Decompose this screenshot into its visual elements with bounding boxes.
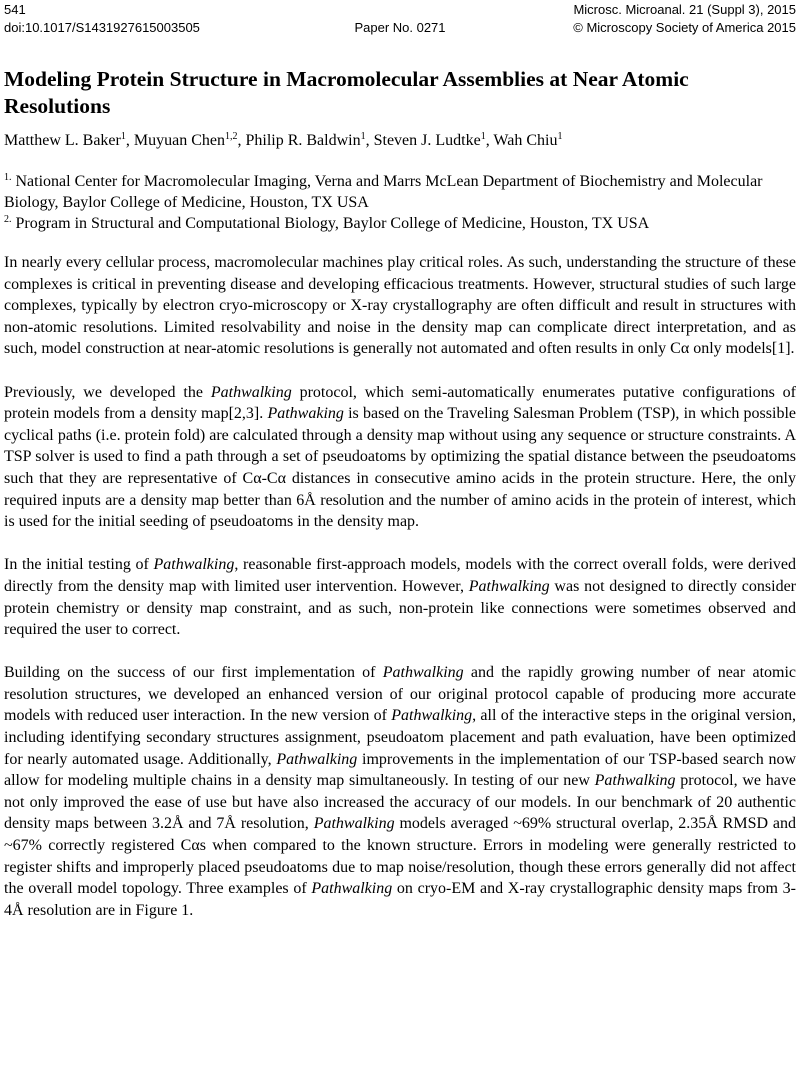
italic-term: Pathwalking	[210, 383, 292, 401]
author-name: Steven J. Ludtke	[373, 132, 481, 149]
affiliation-text: National Center for Macromolecular Imaging, Verna and Marrs McLean Department of Biochemistry and Molecular Biology, Baylor College of Medicine, Houston, TX USA	[4, 173, 763, 211]
italic-term: Pathwalking	[594, 772, 676, 790]
journal-citation: Microsc. Microanal. 21 (Suppl 3), 2015	[573, 2, 796, 17]
author-separator: ,	[365, 132, 374, 149]
affiliation	[4, 171, 796, 213]
author-separator: ,	[125, 132, 134, 149]
paper-number: Paper No. 0271	[354, 20, 446, 35]
paper-title: Modeling Protein Structure in Macromolecular Assemblies at Near Atomic Resolutions	[4, 67, 689, 118]
copyright-notice: © Microscopy Society of America 2015	[573, 20, 796, 35]
author-affiliation-mark: 1,2	[224, 131, 238, 142]
body-paragraph	[4, 252, 796, 360]
doi-link[interactable]: doi:10.1017/S1431927615003505	[4, 20, 200, 35]
affiliation-list	[4, 171, 796, 234]
italic-term: Pathwaking	[267, 405, 344, 423]
abstract-text	[4, 252, 796, 921]
text-run: protocol, which semi-automatically enumerates putative configurations of protein models from a density map[2,3].	[4, 383, 797, 423]
author-name: Philip R. Baldwin	[245, 132, 361, 149]
author-separator: ,	[237, 132, 246, 149]
text-run: , reasonable first-approach models, models with the correct overall folds, were derived directly from the density map with limited user intervention. However,	[4, 556, 796, 595]
author-affiliation-mark: 1	[120, 131, 126, 142]
text-run: improvements in the implementation of our TSP-based search now allow for modeling multiple chains in a density map simultaneously. In testing of our new	[4, 750, 796, 790]
author-affiliation-mark: 1	[480, 131, 486, 142]
text-run: is based on the Traveling Salesman Problem (TSP), in which possible cyclical paths (i.e. protein fold) are calculated through a density map without using any sequence or structure constraints. A TSP solver is used to find a path through a set of pseudoatoms by optimizing the spatial distance between the pseudoatoms such that they are representative of Cα-Cα distances in consecutive amino acids in the protein structure. Here, the only required inputs are a density map better than 6Å resolution and the number of amino acids in the protein of interest, which is used for the initial seeding of pseudoatoms in the density map.	[4, 405, 796, 531]
italic-term: Pathwalking	[276, 750, 358, 768]
page-number: 541	[4, 2, 26, 17]
text-run: In nearly every cellular process, macromolecular machines play critical roles. As such, understanding the structure of these complexes is critical in preventing disease and developing efficacious treatments. However, structural studies of such large complexes, typically by electron cryo-microscopy or X-ray crystallography are often difficult and result in structures with non-atomic resolutions. Limited resolvability and noise in the density map can complicate direct interpretation, and as such, model construction at near-atomic resolutions is generally not automated and often results in only Cα only models[1].	[4, 254, 796, 358]
article-body	[4, 66, 796, 921]
text-run: Previously, we developed the	[4, 383, 211, 401]
author-separator: ,	[485, 132, 494, 149]
affiliation	[4, 213, 796, 234]
text-run: In the initial testing of	[4, 556, 154, 574]
body-paragraph	[4, 662, 796, 921]
text-run: , all of the interactive steps in the original version, including identifying secondary structures assignment, pseudoatom placement and path evaluation, have been optimized for nearly automated usage. Additionally,	[4, 707, 797, 768]
text-run: on cryo-EM and X-ray crystallographic density maps from 3-4Å resolution are in Figure 1.	[4, 880, 797, 919]
text-run: Building on the success of our first implementation of	[4, 664, 383, 682]
body-paragraph	[4, 382, 796, 533]
italic-term: Pathwalking	[468, 577, 550, 595]
italic-term: Pathwalking	[382, 664, 464, 682]
author-affiliation-mark: 1	[557, 131, 563, 142]
affiliation-mark: 1.	[4, 172, 12, 183]
author-name: Matthew L. Baker	[4, 132, 121, 149]
italic-term: Pathwalking	[313, 815, 395, 833]
italic-term: Pathwalking	[311, 880, 393, 898]
text-run: models averaged ~69% structural overlap, 2.35Å RMSD and ~67% correctly registered Cαs when compared to the known structure. Errors in modeling were generally restricted to register shifts and improperly placed pseudoatoms due to map noise/resolution, though these errors generally did not affect the overall model topology. Three examples of	[4, 815, 797, 898]
author-name: Muyuan Chen	[133, 132, 225, 149]
body-paragraph	[4, 554, 796, 640]
page-header	[0, 0, 800, 40]
italic-term: Pathwalking	[391, 707, 473, 725]
author-list	[4, 130, 796, 152]
affiliation-text: Program in Structural and Computational Biology, Baylor College of Medicine, Houston, TX USA	[11, 215, 650, 232]
affiliation-mark: 2.	[4, 214, 12, 225]
text-run: was not designed to directly consider protein chemistry or density map constraint, and as such, non-protein like connections were sometimes observed and required the user to correct.	[4, 577, 796, 639]
author-name: Wah Chiu	[493, 132, 558, 149]
text-run: protocol, we have not only improved the ease of use but have also increased the accuracy of our models. In our benchmark of 20 authentic density maps between 3.2Å and 7Å resolution,	[4, 772, 796, 833]
italic-term: Pathwalking	[153, 556, 235, 574]
author-affiliation-mark: 1	[360, 131, 366, 142]
text-run: and the rapidly growing number of near atomic resolution structures, we developed an enhanced version of our original protocol capable of producing more accurate models with reduced user interaction. In the new version of	[4, 664, 797, 725]
